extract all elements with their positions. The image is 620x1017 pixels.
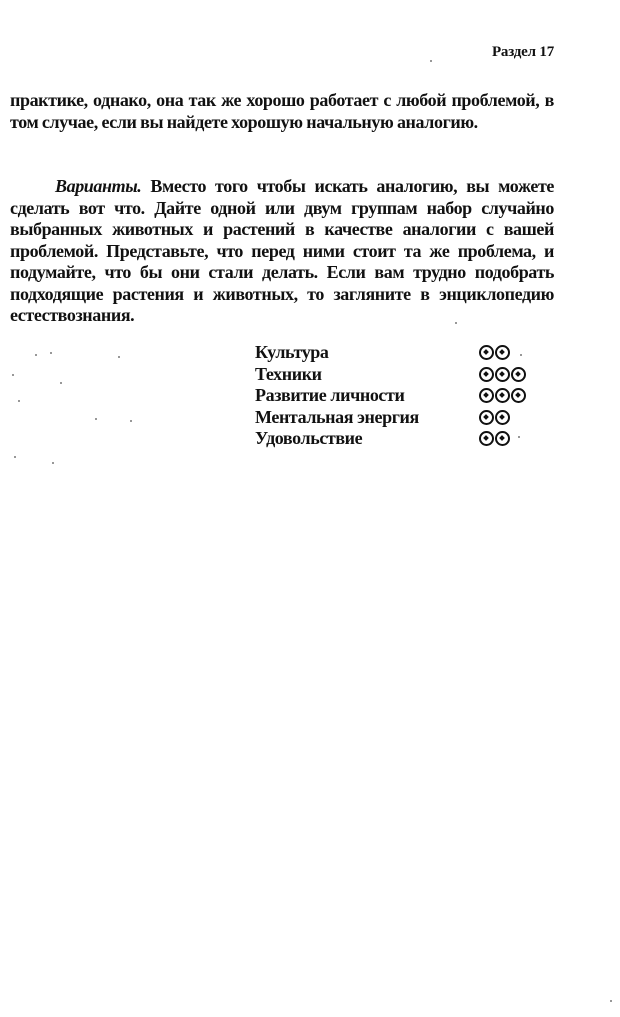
scan-speck: [518, 436, 520, 438]
scan-speck: [35, 354, 37, 356]
scan-speck: [430, 60, 432, 62]
star-icon: [495, 410, 510, 425]
rating-stars: [479, 367, 526, 382]
rating-label: Удовольствие: [255, 428, 363, 449]
star-icon: [495, 345, 510, 360]
rating-row-pleasure: [255, 428, 555, 450]
ratings-table: [255, 342, 555, 450]
paragraph-continuation-text: практике, однако, она так же хорошо работает с любой проблемой, в том случае, если вы найдете хорошую начальную аналогию.: [10, 90, 554, 132]
star-icon: [495, 367, 510, 382]
variants-lead: Варианты.: [55, 176, 142, 196]
scan-speck: [18, 400, 20, 402]
section-header: Раздел 17: [491, 44, 554, 60]
rating-label: Культура: [255, 342, 329, 363]
star-icon: [479, 388, 494, 403]
star-icon: [479, 345, 494, 360]
scan-speck: [610, 1000, 612, 1002]
rating-stars: [479, 345, 510, 360]
scan-speck: [95, 418, 97, 420]
star-icon: [511, 367, 526, 382]
scan-speck: [118, 356, 120, 358]
scan-speck: [455, 322, 457, 324]
rating-row-mental-energy: [255, 407, 555, 429]
paragraph-continuation: [10, 90, 554, 133]
scan-speck: [60, 382, 62, 384]
scan-speck: [52, 462, 54, 464]
star-icon: [479, 410, 494, 425]
rating-row-techniques: [255, 364, 555, 386]
star-icon: [511, 388, 526, 403]
rating-row-personal-development: [255, 385, 555, 407]
rating-stars: [479, 431, 510, 446]
star-icon: [479, 367, 494, 382]
rating-stars: [479, 388, 526, 403]
rating-stars: [479, 410, 510, 425]
scan-speck: [12, 374, 14, 376]
scan-speck: [50, 352, 52, 354]
rating-label: Развитие личности: [255, 385, 405, 406]
scan-speck: [130, 420, 132, 422]
variants-paragraph: [10, 176, 554, 327]
rating-label: Ментальная энергия: [255, 406, 419, 427]
star-icon: [495, 388, 510, 403]
scan-speck: [14, 456, 16, 458]
scan-speck: [520, 354, 522, 356]
rating-row-culture: [255, 342, 555, 364]
variants-text: Вместо того чтобы искать аналогию, вы можете сделать вот что. Дайте одной или двум группам набор случайно выбранных животных и растений в качестве аналогии с вашей проблемой. Представьте, что перед ними стоит та же проблема, и подумайте, что бы они стали делать. Если вам трудно подобрать подходящие растения и животных, то загляните в энциклопедию естествознания.: [10, 176, 554, 325]
rating-label: Техники: [255, 363, 322, 384]
star-icon: [495, 431, 510, 446]
star-icon: [479, 431, 494, 446]
